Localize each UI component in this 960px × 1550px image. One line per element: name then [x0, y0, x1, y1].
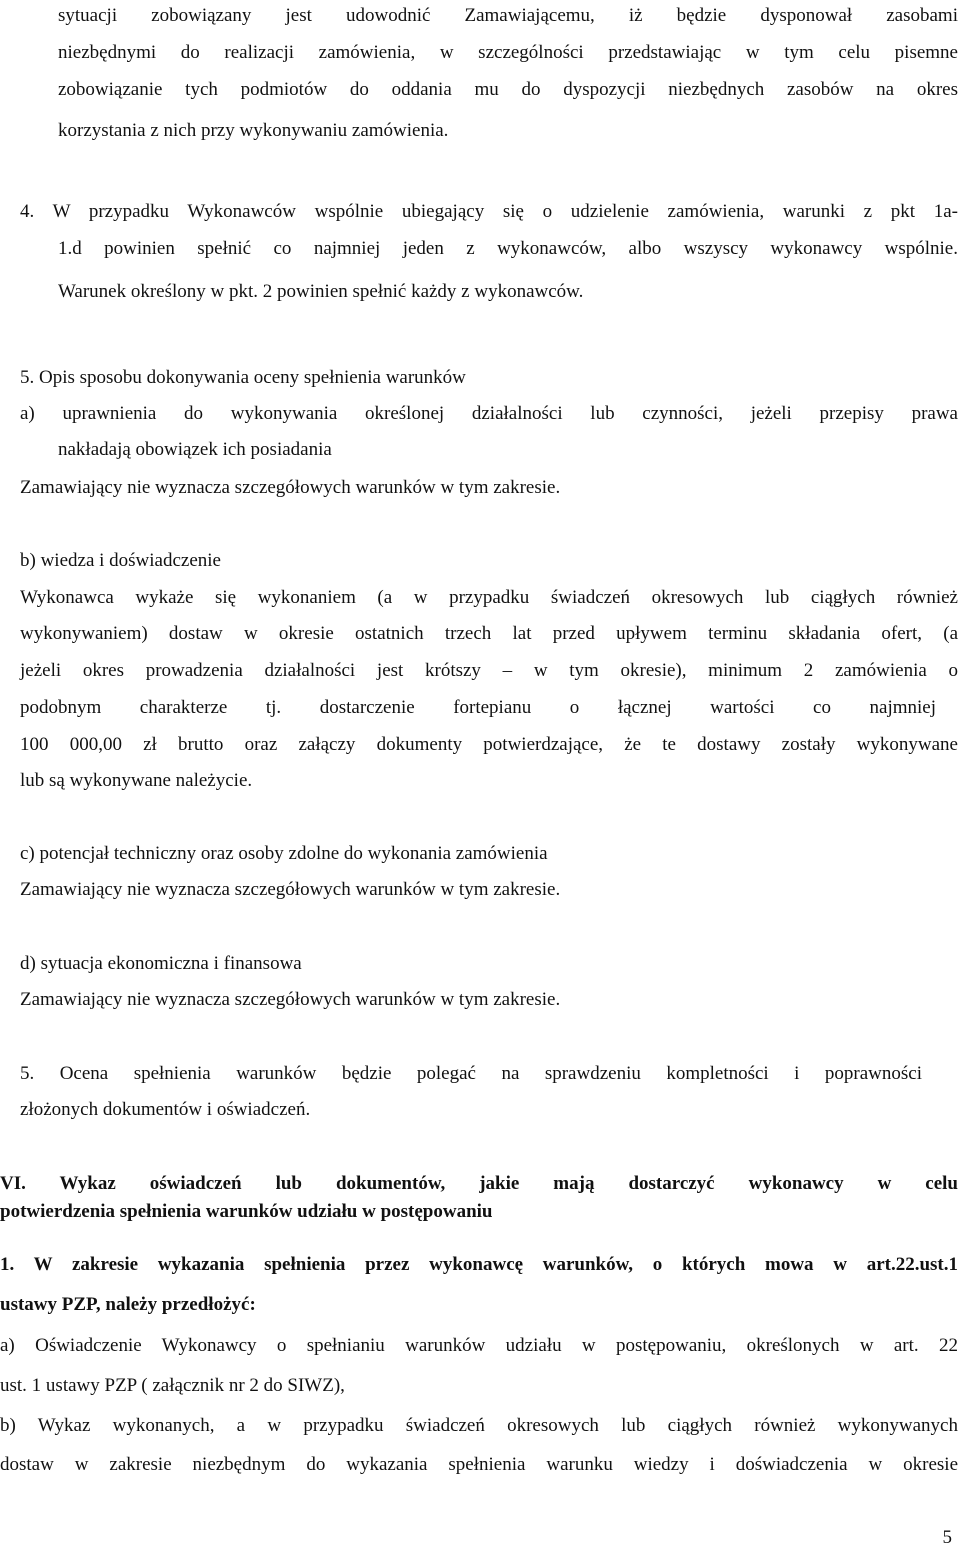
text-line: Wykonawca wykaże się wykonaniem (a w przypadku świadczeń okresowych lub ciągłych również	[20, 587, 958, 608]
text-line: podobnym charakterze tj. dostarczenie fortepianu o łącznej wartości co najmniej	[20, 697, 936, 718]
text-line: wykonywaniem) dostaw w okresie ostatnich trzech lat przed upływem terminu składania ofert, (a	[20, 623, 958, 644]
text-line: niezbędnymi do realizacji zamówienia, w szczególności przedstawiając w tym celu pisemne	[58, 42, 958, 63]
text-line: Warunek określony w pkt. 2 powinien spełnić każdy z wykonawców.	[58, 281, 584, 302]
item-c-heading: c) potencjał techniczny oraz osoby zdolne do wykonania zamówienia	[20, 843, 548, 864]
text-line: a) Oświadczenie Wykonawcy o spełnianiu warunków udziału w postępowaniu, określonych w art. 22	[0, 1335, 958, 1356]
section-5-heading: 5. Opis sposobu dokonywania oceny spełnienia warunków	[20, 367, 466, 388]
item-d-heading: d) sytuacja ekonomiczna i finansowa	[20, 953, 302, 974]
text-line: jeżeli okres prowadzenia działalności jest krótszy – w tym okresie), minimum 2 zamówienia o	[20, 660, 958, 681]
text-line: nakładają obowiązek ich posiadania	[58, 439, 332, 460]
text-line: Zamawiający nie wyznacza szczegółowych warunków w tym zakresie.	[20, 989, 561, 1010]
text-line: ust. 1 ustawy PZP ( załącznik nr 2 do SIWZ),	[0, 1375, 345, 1396]
text-line: b) Wykaz wykonanych, a w przypadku świadczeń okresowych lub ciągłych również wykonywanych	[0, 1415, 958, 1436]
item-a-heading: a) uprawnienia do wykonywania określonej działalności lub czynności, jeżeli przepisy prawa	[20, 403, 958, 424]
text-line: korzystania z nich przy wykonywaniu zamówienia.	[58, 120, 449, 141]
text-line: dostaw w zakresie niezbędnym do wykazania spełnienia warunku wiedzy i doświadczenia w okresie	[0, 1454, 958, 1475]
section-5b-heading: 5. Ocena spełnienia warunków będzie polegać na sprawdzeniu kompletności i poprawności	[20, 1063, 922, 1084]
text-line: Zamawiający nie wyznacza szczegółowych warunków w tym zakresie.	[20, 477, 561, 498]
text-line: zobowiązanie tych podmiotów do oddania mu do dyspozycji niezbędnych zasobów na okres	[58, 79, 958, 100]
item-b-heading: b) wiedza i doświadczenie	[20, 550, 221, 571]
text-line: złożonych dokumentów i oświadczeń.	[20, 1099, 311, 1120]
point-1-heading-cont: ustawy PZP, należy przedłożyć:	[0, 1294, 256, 1315]
chapter-vi-heading: VI. Wykaz oświadczeń lub dokumentów, jakie mają dostarczyć wykonawcy w celu	[0, 1173, 958, 1194]
point-1-heading: 1. W zakresie wykazania spełnienia przez wykonawcę warunków, o których mowa w art.22.ust.1	[0, 1254, 958, 1275]
text-line: Zamawiający nie wyznacza szczegółowych warunków w tym zakresie.	[20, 879, 561, 900]
chapter-vi-heading-cont: potwierdzenia spełnienia warunków udziału w postępowaniu	[0, 1201, 493, 1222]
section-4-heading: 4. W przypadku Wykonawców wspólnie ubiegający się o udzielenie zamówienia, warunki z pkt 1a-	[20, 201, 958, 222]
text-line: 100 000,00 zł brutto oraz załączy dokumenty potwierdzające, że te dostawy zostały wykonywane	[20, 734, 958, 755]
text-line: sytuacji zobowiązany jest udowodnić Zamawiającemu, iż będzie dysponował zasobami	[58, 5, 958, 26]
page-number: 5	[942, 1527, 952, 1548]
text-line: 1.d powinien spełnić co najmniej jeden z wykonawców, albo wszyscy wykonawcy wspólnie.	[58, 238, 958, 259]
text-line: lub są wykonywane należycie.	[20, 770, 253, 791]
